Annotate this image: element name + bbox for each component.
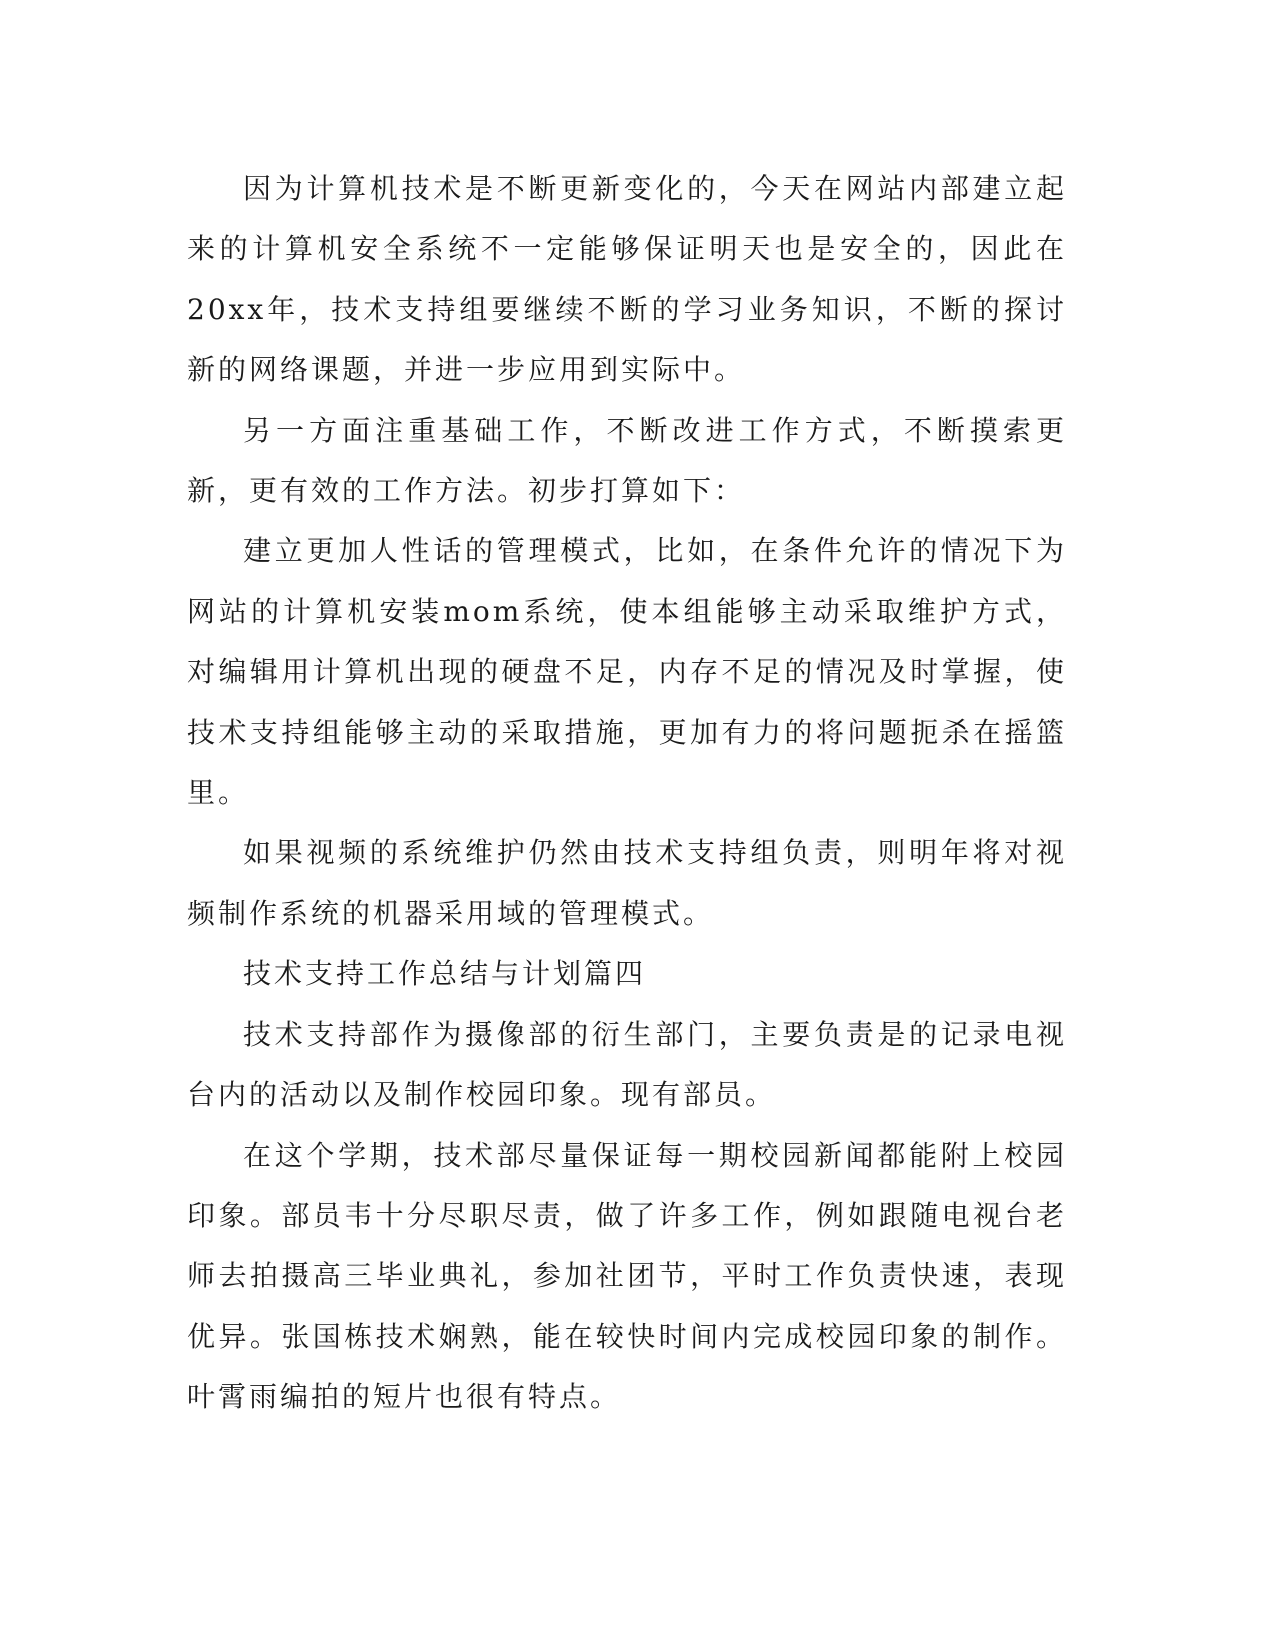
paragraph-video-system: 如果视频的系统维护仍然由技术支持组负责，则明年将对视频制作系统的机器采用域的管理模式。 <box>187 836 1067 930</box>
paragraph-department-intro: 技术支持部作为摄像部的衍生部门，主要负责是的记录电视台内的活动以及制作校园印象。现有部员。 <box>187 1017 1067 1112</box>
document-body <box>187 159 1067 1428</box>
paragraph-basic-work: 另一方面注重基础工作，不断改进工作方式，不断摸索更新，更有效的工作方法。初步打算如下： <box>187 413 1067 508</box>
section-heading: 技术支持工作总结与计划篇四 <box>243 957 647 991</box>
paragraph-semester-summary: 在这个学期，技术部尽量保证每一期校园新闻都能附上校园印象。部员韦十分尽职尽责，做了许多工作，例如跟随电视台老师去拍摄高三毕业典礼，参加社团节，平时工作负责快速，表现优异。张国栋技术娴熟，能在较快时间内完成校园印象的制作。叶霄雨编拍的短片也很有特点。 <box>187 1138 1067 1414</box>
paragraph-management-mode: 建立更加人性话的管理模式，比如，在条件允许的情况下为网站的计算机安装mom系统，使本组能够主动采取维护方式，对编辑用计算机出现的硬盘不足，内存不足的情况及时掌握，使技术支持组能够主动的采取措施，更加有力的将问题扼杀在摇篮里。 <box>187 534 1067 810</box>
paragraph-security-plan: 因为计算机技术是不断更新变化的，今天在网站内部建立起来的计算机安全系统不一定能够保证明天也是安全的，因此在20xx年，技术支持组要继续不断的学习业务知识，不断的探讨新的网络课题，并进一步应用到实际中。 <box>187 172 1067 387</box>
